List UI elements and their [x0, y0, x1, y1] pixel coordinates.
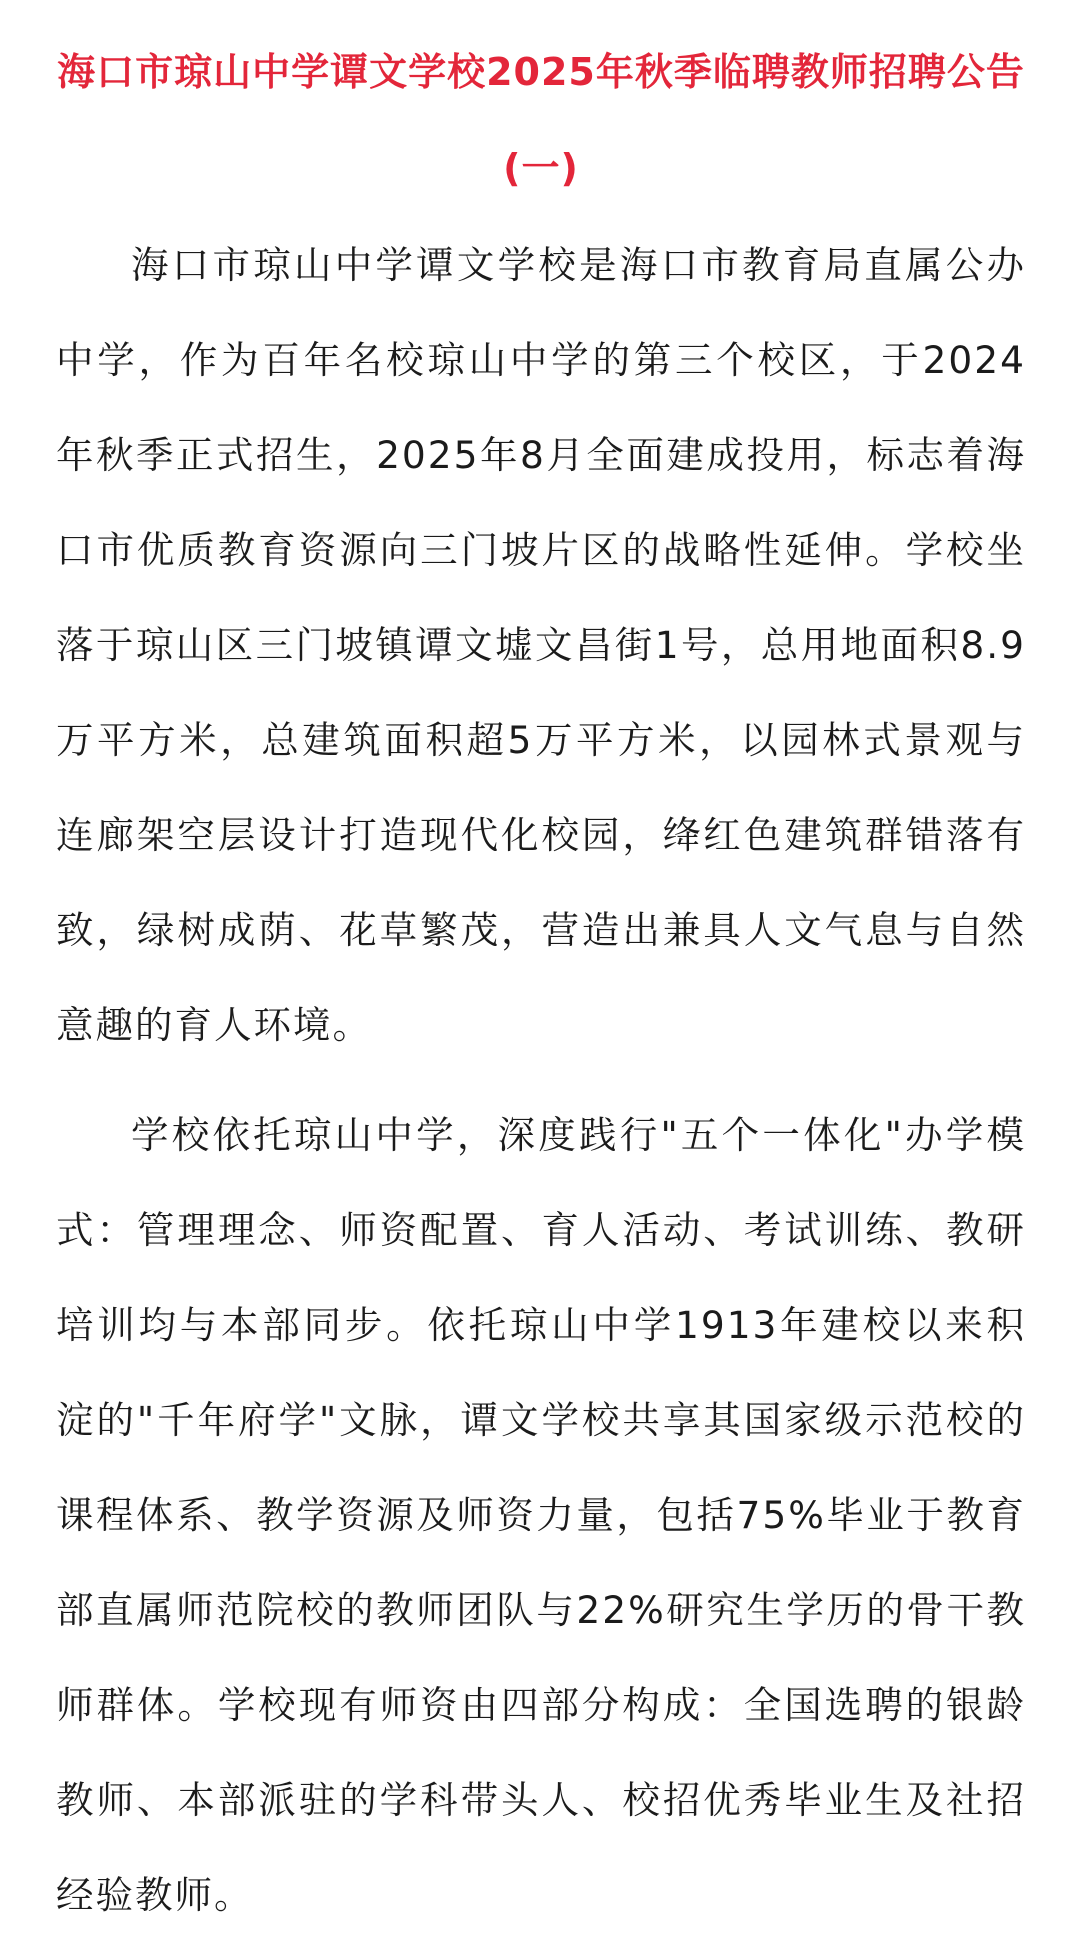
article-title: 海口市琼山中学谭文学校2025年秋季临聘教师招聘公告(一) — [57, 50, 1025, 190]
article-paragraph-intro: 海口市琼山中学谭文学校是海口市教育局直属公办中学，作为百年名校琼山中学的第三个校区，于2024年秋季正式招生，2025年8月全面建成投用，标志着海口市优质教育资源向三门坡片区的战略性延伸。学校坐落于琼山区三门坡镇谭文墟文昌街1号，总用地面积8.9万平方米，总建筑面积超5万平方米，以园林式景观与连廊架空层设计打造现代化校园，绛红色建筑群错落有致，绿树成荫、花草繁茂，营造出兼具人文气息与自然意趣的育人环境。 — [56, 243, 1026, 1047]
article-paragraph-teaching-model: 学校依托琼山中学，深度践行"五个一体化"办学模式：管理理念、师资配置、育人活动、考试训练、教研培训均与本部同步。依托琼山中学1913年建校以来积淀的"千年府学"文脉，谭文学校共享其国家级示范校的课程体系、教学资源及师资力量，包括75%毕业于教育部直属师范院校的教师团队与22%研究生学历的骨干教师群体。学校现有师资由四部分构成：全国选聘的银龄教师、本部派驻的学科带头人、校招优秀毕业生及社招经验教师。 — [56, 1113, 1026, 1917]
